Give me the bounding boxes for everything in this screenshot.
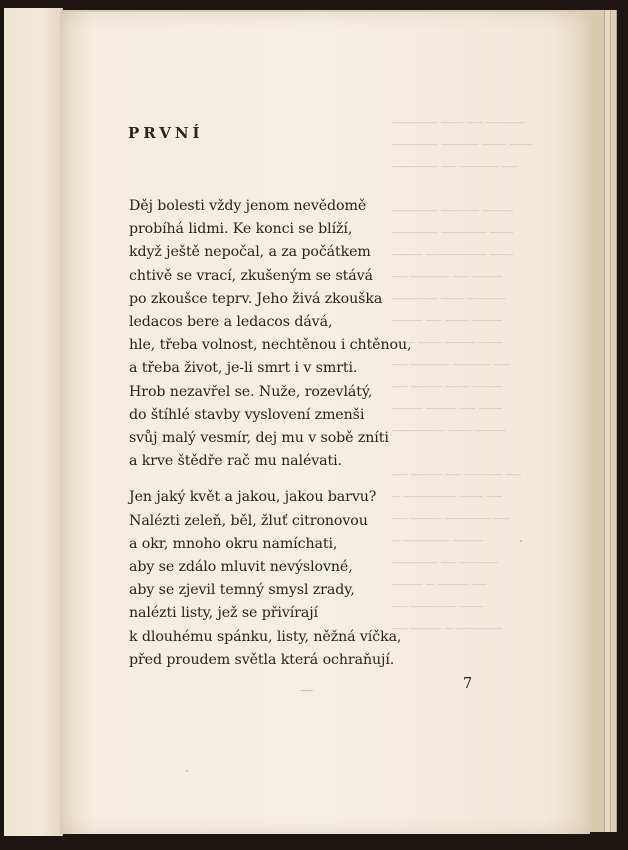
poem-line: chtivě se vrací, zkušeným se stává (129, 267, 373, 284)
poem-line: Nalézti zeleň, běl, žluť citronovou (129, 512, 368, 529)
poem-line: probíhá lidmi. Ke konci se blíží, (129, 221, 353, 238)
poem-line: nalézti listy, jež se přivírají (129, 605, 318, 622)
poem-title: PRVNÍ (128, 124, 204, 142)
paper-speck (186, 770, 188, 772)
stanza-1 (129, 195, 429, 473)
previous-page-edge (4, 8, 63, 836)
poem-line: svůj malý vesmír, dej mu v sobě zníti (129, 430, 389, 447)
poem-line: a okr, mnoho okru namíchati, (129, 535, 338, 552)
poem-line: a třeba život, je-li smrt i v smrti. (129, 360, 358, 377)
poem-line: a krve štědře rač mu nalévati. (129, 453, 342, 470)
stanza-2 (129, 486, 429, 672)
poem-line: po zkoušce teprv. Jeho živá zkouška (129, 290, 383, 307)
poem-line: Hrob nezavřel se. Nuže, rozevlátý, (129, 383, 373, 400)
poem-line: k dlouhému spánku, listy, něžná víčka, (129, 628, 402, 645)
poem-line: před proudem světla která ochraňují. (129, 651, 395, 668)
page-number: 7 (463, 676, 473, 692)
poem-line: do štíhlé stavby vyslovení zmenši (129, 406, 365, 423)
paper-speck (520, 540, 522, 542)
poem-line: ledacos bere a ledacos dává, (129, 314, 333, 331)
poem-line: Děj bolesti vždy jenom nevědomě (129, 198, 367, 214)
poem-body (129, 195, 429, 672)
poem-line: aby se zjevil temný smysl zrady, (129, 582, 355, 599)
poem-line: hle, třeba volnost, nechtěnou i chtěnou, (129, 337, 412, 354)
poem-line: když ještě nepočal, a za počátkem (129, 244, 371, 261)
poem-line: aby se zdálo mluvit nevýslovné, (129, 559, 353, 576)
poem-line: Jen jaký květ a jakou, jakou barvu? (129, 489, 377, 506)
paper-speck (300, 690, 314, 691)
